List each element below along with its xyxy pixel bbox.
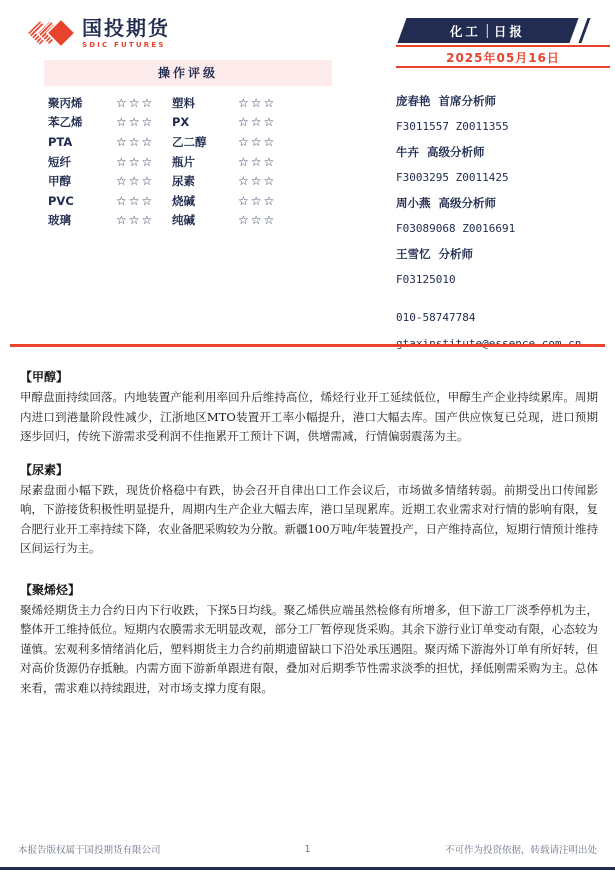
- rating-stars: ☆☆☆: [116, 174, 155, 189]
- date-underline: [396, 66, 610, 68]
- analyst-ids: F3003295 Z0011425: [396, 170, 509, 184]
- company-name-en: SDIC FUTURES: [82, 40, 166, 49]
- logo-diamonds-icon: [28, 16, 76, 50]
- rating-name: 聚丙烯: [48, 95, 83, 110]
- analyst-ids: F3011557 Z0011355: [396, 119, 509, 133]
- section-heading-polyolefin: 【聚烯烃】: [20, 582, 81, 597]
- rating-stars: ☆☆☆: [238, 193, 277, 208]
- analyst-list: [396, 88, 610, 356]
- analyst-role: 高级分析师: [427, 144, 485, 159]
- rating-name: 烧碱: [172, 193, 195, 208]
- rating-name: 短纤: [48, 154, 71, 169]
- section-heading-methanol: 【甲醇】: [20, 370, 69, 384]
- rating-name: PX: [172, 115, 190, 130]
- rating-name: 甲醇: [48, 174, 71, 189]
- section-heading-urea: 【尿素】: [20, 462, 69, 477]
- rating-name: 玻璃: [48, 213, 71, 228]
- rating-name: PVC: [48, 193, 74, 208]
- footer-disclaimer: 不可作为投资依据，转载请注明出处: [444, 845, 597, 856]
- report-title-banner: [397, 18, 578, 43]
- section-body-methanol: 甲醇盘面持续回落。内地装置产能利用率回升后维持高位，烯烃行业开工延续低位，甲醇生产企业持续累库。周期内进口到港量阶段性减少，江浙地区MTO装置开工率小幅提升，港口大幅去库。国产供应恢复已兑现，进口预期逐步回归，传统下游需求受利润不佳拖累开工预计下调，供增需减，行情偏弱震荡为主。: [20, 390, 598, 443]
- report-date: 2025年05月16日: [446, 51, 560, 65]
- rating-name: 苯乙烯: [48, 115, 83, 130]
- report-body: [20, 354, 598, 698]
- banner-sliver: [578, 18, 590, 43]
- analyst-ids: F03089068 Z0016691: [396, 221, 516, 235]
- ratings-table: [44, 60, 332, 230]
- banner-divider: [488, 24, 489, 38]
- analyst-role: 分析师: [438, 246, 473, 261]
- section-body-urea: 尿素盘面小幅下跌，现货价格稳中有跌，协会召开自律出口工作会议后，市场做多情绪转弱。前期受出口传闻影响，下游接货积极性明显提升，周期内生产企业大幅去库，港口呈现累库。近期工农业需求对行情的影响有限，复合肥行业开工率持续下降，农业备肥采购较为分散。新疆100万吨/年装置投产，日产维持高位，短期行情预计维持区间运行为主。: [20, 482, 598, 555]
- ratings-title: 操作评级: [44, 60, 332, 86]
- rating-stars: ☆☆☆: [238, 95, 277, 110]
- rating-name: 乙二醇: [172, 134, 207, 149]
- banner-title-part1: 化工: [450, 23, 482, 39]
- analyst-name-row: [396, 88, 610, 114]
- rating-stars: ☆☆☆: [116, 115, 155, 130]
- contact-phone: 010-58747784: [396, 311, 476, 325]
- analyst-name-row: [396, 139, 610, 165]
- analyst-name: 周小燕: [396, 195, 431, 210]
- rating-stars: ☆☆☆: [116, 154, 155, 169]
- contact-block: [396, 305, 610, 356]
- rating-stars: ☆☆☆: [238, 115, 277, 130]
- company-name: 国投期货: [82, 15, 170, 40]
- analyst-name: 牛卉: [396, 144, 419, 159]
- section-body-polyolefin: 聚烯烃期货主力合约日内下行收跌，下探5日均线。聚乙烯供应端虽然检修有所增多，但下游工厂淡季停机为主，整体开工维持低位。短期内农膜需求无明显改观，部分工厂暂停现货采购。其余下游行业订单变动有限，心态较为谨慎。宏观利多情绪消化后，塑料期货主力合约前期遗留缺口下沿处承压遇阻。聚丙烯下游海外订单有所好转，但对高价货源仍存抵触。内需方面下游新单跟进有限，叠加对后期季节性需求淡季的担忧，择低刚需采购为主。总体来看，需求难以持续跟进，对市场支撑力度有限。: [20, 602, 598, 695]
- analyst-role: 首席分析师: [438, 93, 496, 108]
- banner-title-part2: 日报: [494, 23, 526, 39]
- rating-stars: ☆☆☆: [116, 193, 155, 208]
- rating-name: 纯碱: [172, 213, 195, 228]
- analyst-role: 高级分析师: [438, 195, 496, 210]
- rating-stars: ☆☆☆: [116, 134, 155, 149]
- analyst-name: 王雪忆: [396, 246, 431, 261]
- rating-stars: ☆☆☆: [238, 174, 277, 189]
- footer-copyright: 本报告版权属于国投期货有限公司: [18, 845, 161, 856]
- analyst-ids: F03125010: [396, 272, 456, 286]
- rating-stars: ☆☆☆: [116, 213, 155, 228]
- rating-stars: ☆☆☆: [116, 95, 155, 110]
- analyst-name-row: [396, 241, 610, 267]
- analyst-name-row: [396, 190, 610, 216]
- rating-name: 瓶片: [172, 154, 195, 169]
- banner-underline: [396, 45, 610, 47]
- rating-stars: ☆☆☆: [238, 213, 277, 228]
- rating-stars: ☆☆☆: [238, 134, 277, 149]
- analyst-name: 庞春艳: [396, 93, 431, 108]
- rating-stars: ☆☆☆: [238, 154, 277, 169]
- company-logo: [28, 16, 170, 50]
- page-footer: [0, 842, 615, 856]
- rating-name: 尿素: [172, 174, 195, 189]
- footer-page-number: 1: [304, 843, 311, 855]
- header-separator-line: [10, 344, 605, 347]
- rating-name: PTA: [48, 134, 73, 149]
- rating-name: 塑料: [172, 95, 195, 110]
